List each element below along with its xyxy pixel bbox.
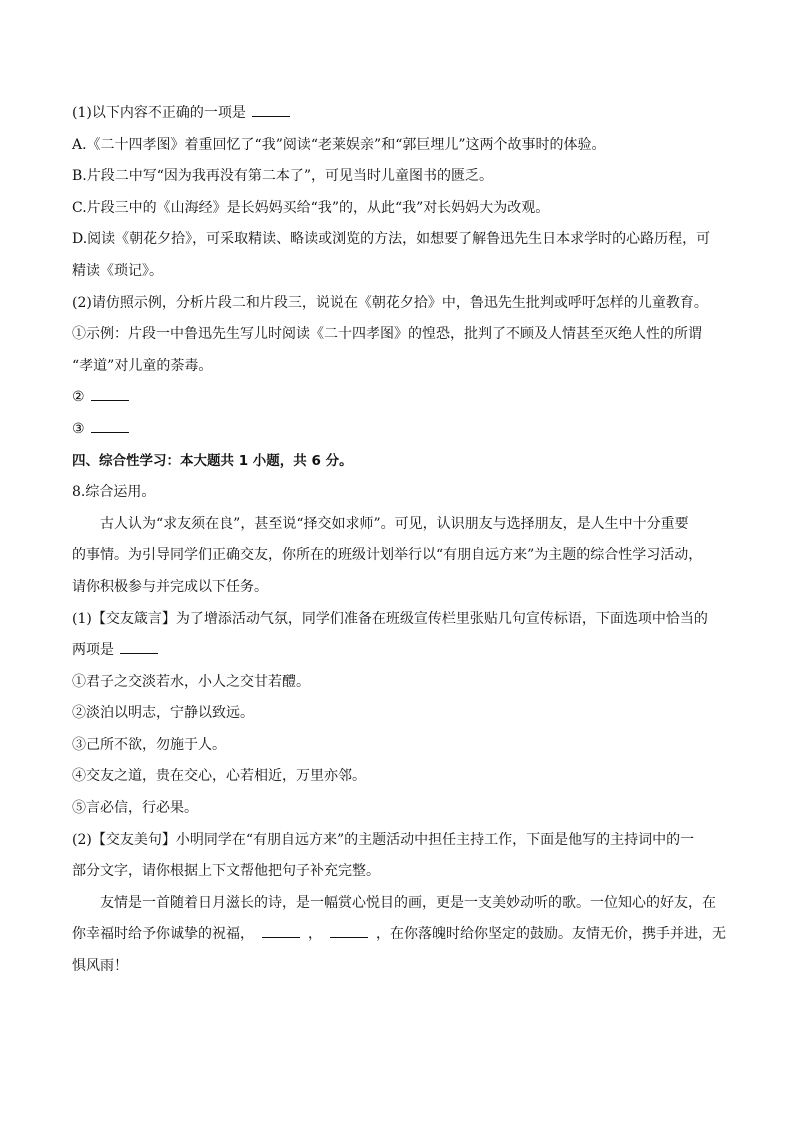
- answer-blank[interactable]: [91, 418, 129, 433]
- q1-option-d-cont: 精读《琐记》。: [72, 262, 163, 279]
- q8-sub1-option-3: ③己所不欲，勿施于人。: [72, 736, 226, 753]
- q2-item-2-label: ②: [72, 389, 85, 406]
- answer-blank[interactable]: [120, 639, 158, 654]
- q8-sub1-option-5: ⑤言必信，行必果。: [72, 800, 198, 817]
- q2-stem: (2)请仿照示例，分析片段二和片段三，说说在《朝花夕拾》中，鲁迅先生批判或呼吁怎样的儿童教育。: [72, 294, 708, 311]
- q1-option-d: D.阅读《朝花夕拾》，可采取精读、略读或浏览的方法，如想要了解鲁迅先生日本求学时的心路历程，可: [72, 231, 711, 248]
- q1-option-c: C.片段三中的《山海经》是长妈妈买给“我”的，从此“我”对长妈妈大为改观。: [72, 199, 550, 216]
- q8-para-line3: 惧风雨！: [72, 958, 128, 975]
- section-4-heading: 四、综合性学习：本大题共 1 小题，共 6 分。: [72, 452, 353, 469]
- q8-sub1-line2: [72, 635, 722, 667]
- q8-intro-line2: 的事情。为引导同学们正确交友，你所在的班级计划举行以“有朋自远方来”为主题的综合性学习活动，: [72, 547, 703, 564]
- q8-sub2-line2: 部分文字，请你根据上下文帮他把句子补充完整。: [72, 863, 380, 880]
- q1-option-b: B.片段二中写“因为我再没有第二本了”，可见当时儿童图书的匮乏。: [72, 168, 494, 185]
- q8-sub1-line2-text: 两项是: [72, 642, 114, 659]
- q8-sub2-line1: (2)【交友美句】小明同学在“有朋自远方来”的主题活动中担任主持工作，下面是他写的主持词中的一: [72, 831, 695, 848]
- q8-intro-line1: 古人认为“求友须在良”，甚至说“择交如求师”。可见，认识朋友与选择朋友，是人生中十分重要: [100, 515, 689, 532]
- q1-stem-text: (1)以下内容不正确的一项是: [72, 105, 246, 121]
- q2-example-line2: “孝道”对儿童的荼毒。: [72, 357, 213, 374]
- q2-item-3: [72, 414, 722, 446]
- q1-stem: [72, 98, 722, 130]
- answer-blank[interactable]: [262, 923, 300, 938]
- q1-option-a: A.《二十四孝图》着重回忆了“我”阅读“老莱娱亲”和“郭巨埋儿”这两个故事时的体验。: [72, 136, 606, 153]
- q8-label: 8.综合运用。: [72, 484, 156, 501]
- q8-sub1-option-1: ①君子之交淡若水，小人之交甘若醴。: [72, 673, 310, 690]
- q8-para-line2-b: ，在你落魄时给你坚定的鼓励。友情无价，携手并进，无: [376, 926, 726, 943]
- answer-blank[interactable]: [330, 923, 368, 938]
- answer-blank[interactable]: [91, 386, 129, 401]
- q8-sub1-option-2: ②淡泊以明志，宁静以致远。: [72, 705, 254, 722]
- q8-para-line2-sep: ，: [308, 926, 322, 943]
- answer-blank[interactable]: [252, 102, 290, 117]
- q8-sub1-option-4: ④交友之道，贵在交心，心若相近，万里亦邻。: [72, 768, 366, 785]
- q2-example-line1: ①示例：片段一中鲁迅先生写儿时阅读《二十四孝图》的惶恐，批判了不顾及人情甚至灭绝人性的所谓: [72, 326, 702, 343]
- q2-item-2: [72, 382, 722, 414]
- q8-para-line2-a: 你幸福时给予你诚挚的祝福，: [72, 926, 254, 943]
- q8-sub1-line1: (1)【交友箴言】为了增添活动气氛，同学们准备在班级宣传栏里张贴几句宣传标语，下面选项中恰当的: [72, 610, 708, 627]
- document-page: [72, 98, 726, 983]
- q8-para-line1: 友情是一首随着日月滋长的诗，是一幅赏心悦目的画，更是一支美妙动听的歌。一位知心的好友，在: [100, 894, 716, 911]
- q8-para-line2: [72, 919, 726, 951]
- q8-intro-line3: 请你积极参与并完成以下任务。: [72, 578, 268, 595]
- q2-item-3-label: ③: [72, 420, 85, 437]
